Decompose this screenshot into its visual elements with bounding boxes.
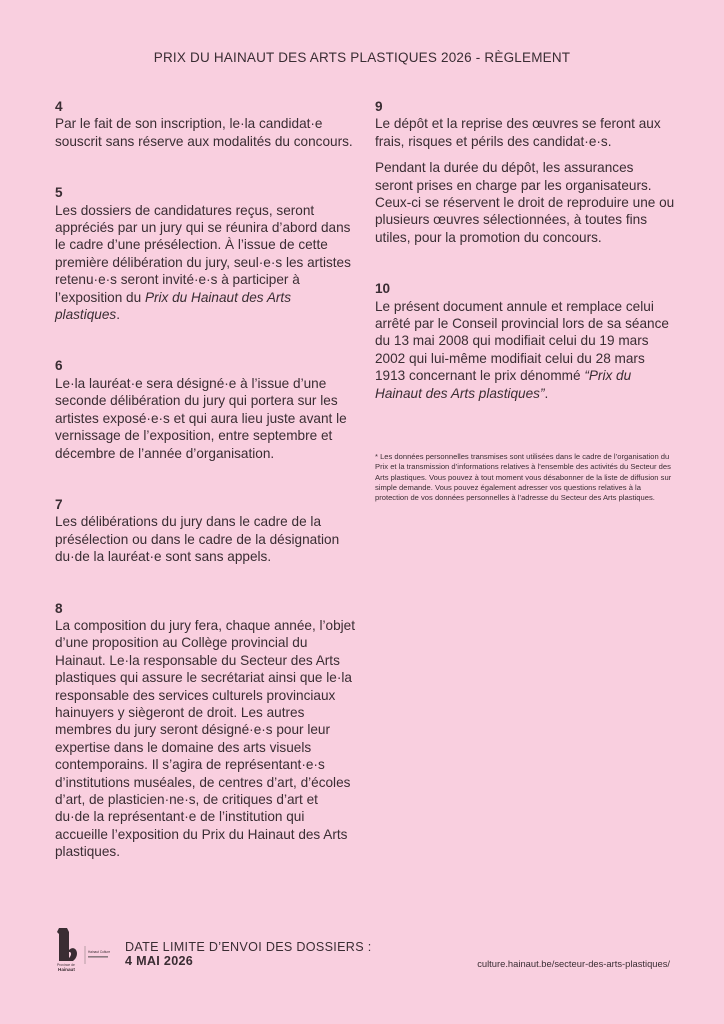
article-text: Les dossiers de candidatures reçus, seront appréciés par un jury qui se réunira d’abord dans le cadre d’une présélection. À l’issue de cette première délibération du jury, seul·e·s les artistes retenu·e·s seront invité·e·s à participer à l’exposition du Prix du Hainaut des Arts plastiques. xyxy=(55,202,351,323)
svg-text:Hainaut Culture: Hainaut Culture xyxy=(88,950,111,954)
article-number: 7 xyxy=(55,496,63,512)
prize-name: “Prix du Hainaut des Arts plastiques” xyxy=(375,368,632,401)
article-10 xyxy=(375,280,675,402)
article-text: La composition du jury fera, chaque année, l’objet d’une proposition au Collège provincial du Hainaut. Le·la responsable du Secteur des Arts plastiques qui assure le secrétariat ainsi que le·la responsable des services culturels provinciaux hainuyers y siègeront de droit. Les autres membres du jury seront désigné·e·s pour leur expertise dans le domaine des arts visuels contemporains. Il s’agira de représentant·e·s d’institutions muséales, de centres d’art, d’écoles d’art, de plasticien·ne·s, de critiques d’art et du·de la représentant·e de l’institution qui accueille l’exposition du Prix du Hainaut des Arts plastiques. xyxy=(55,617,356,860)
article-8 xyxy=(55,600,355,861)
province-hainaut-logo-icon xyxy=(55,928,125,972)
article-4 xyxy=(55,98,355,150)
footer xyxy=(55,928,670,973)
article-text: Le dépôt et la reprise des œuvres se feront aux frais, risques et périls des candidat·e·s. xyxy=(375,116,661,149)
deadline xyxy=(125,940,372,968)
article-9 xyxy=(375,98,675,246)
prize-name: Prix du Hainaut des Arts plastiques xyxy=(55,289,292,323)
article-text: Pendant la durée du dépôt, les assurances seront prises en charge par les organisateurs. Ceux-ci se réservent le droit de reproduire une ou plusieurs œuvres sélectionnées, à toutes fins utiles, pour la promotion du concours. xyxy=(375,160,675,245)
article-number: 9 xyxy=(375,99,383,114)
article-5 xyxy=(55,184,355,323)
article-text: Les délibérations du jury dans le cadre de la présélection ou dans le cadre de la désignation du·de la lauréat·e sont sans appels. xyxy=(55,514,340,565)
website-link[interactable]: culture.hainaut.be/secteur-des-arts-plastiques/ xyxy=(477,958,670,969)
right-column xyxy=(375,98,675,503)
article-number: 10 xyxy=(375,281,391,297)
svg-text:Hainaut: Hainaut xyxy=(58,967,75,972)
privacy-footnote: * Les données personnelles transmises sont utilisées dans le cadre de l’organisation du Prix et la transmission d’informations relatives à l’ensemble des activités du Secteur des Arts plastiques. Vous pouvez à tout moment vous désabonner de la liste de diffusion sur simple demande. Vous pouvez également adresser vos questions relatives à la protection de vos données personnelles à l’adresse du Secteur des Arts plastiques. xyxy=(375,452,672,502)
page-title: PRIX DU HAINAUT DES ARTS PLASTIQUES 2026 - RÈGLEMENT xyxy=(153,50,571,65)
article-text: Le·la lauréat·e sera désigné·e à l’issue d’une seconde délibération du jury qui portera sur les artistes exposé·e·s et qui aura lieu juste avant le vernissage de l’exposition, entre septembre et décembre de l’année d’organisation. xyxy=(55,375,347,461)
article-number: 8 xyxy=(55,600,63,616)
article-number: 4 xyxy=(55,99,63,114)
deadline-date: 4 MAI 2026 xyxy=(125,954,194,968)
article-number: 6 xyxy=(55,358,63,374)
province-hainaut-logo xyxy=(55,928,125,972)
article-text: Par le fait de son inscription, le·la candidat·e souscrit sans réserve aux modalités du concours. xyxy=(55,116,353,149)
svg-text:Province de: Province de xyxy=(57,963,75,967)
article-text: Le présent document annule et remplace celui arrêté par le Conseil provincial lors de sa séance du 13 mai 2008 qui modifiait celui du 19 mars 2002 qui lui-même modifiait celui du 28 mars 1913 concernant le prix dénommé “Prix du Hainaut des Arts plastiques”. xyxy=(375,298,669,401)
article-6 xyxy=(55,357,355,461)
article-number: 5 xyxy=(55,185,63,201)
left-column xyxy=(55,98,355,861)
article-7 xyxy=(55,496,355,566)
deadline-label: DATE LIMITE D’ENVOI DES DOSSIERS : xyxy=(125,940,372,954)
